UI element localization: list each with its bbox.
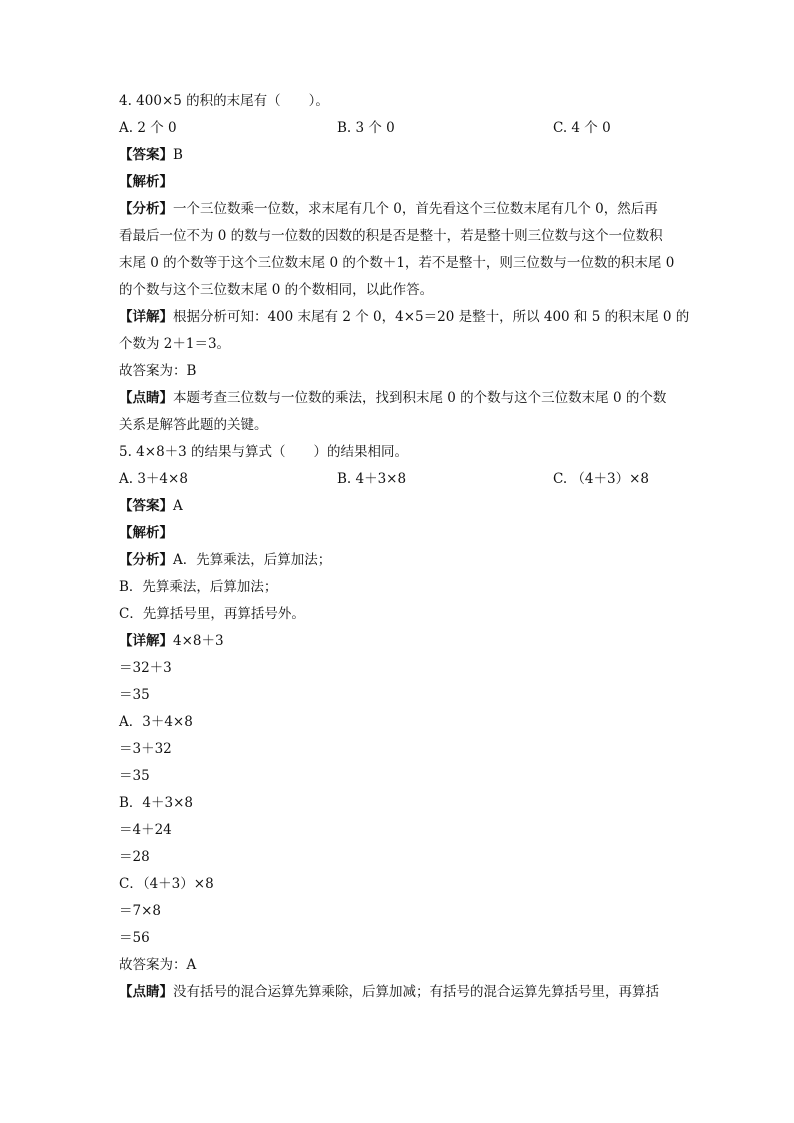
option-c: C. 4 个 0 — [553, 120, 611, 136]
analysis-heading — [119, 520, 684, 547]
fenxi-text: 一个三位数乘一位数，求末尾有几个 0，首先看这个三位数末尾有几个 0，然后再 — [173, 201, 658, 217]
analysis-heading — [119, 169, 684, 196]
option-b: B. 3 个 0 — [337, 120, 395, 136]
fenxi-line: 末尾 0 的个数等于这个三位数末尾 0 的个数＋1，若不是整十，则三位数与一位数的积末尾 0 — [119, 255, 675, 271]
answer-line — [119, 493, 684, 520]
option-c: C. （4＋3）×8 — [553, 471, 650, 487]
calc-step: ＝56 — [119, 930, 150, 946]
fenxi-line: C．先算括号里，再算括号外。 — [119, 606, 305, 622]
question-5-options — [119, 466, 684, 493]
calc-step: B．4＋3×8 — [119, 795, 193, 811]
fenxi-line: B．先算乘法，后算加法； — [119, 579, 278, 595]
xiangjie-line — [119, 304, 690, 331]
dianjing-line — [119, 385, 684, 412]
analysis-tag: 【解析】 — [119, 525, 173, 541]
analysis-tag: 【解析】 — [119, 174, 173, 190]
xiangjie-line: 个数为 2＋1＝3。 — [119, 336, 231, 352]
question-5 — [119, 439, 684, 466]
answer-value: B — [173, 147, 183, 163]
answer-line — [119, 142, 684, 169]
fenxi-tag: 【分析】 — [119, 552, 173, 568]
dianjing-tag: 【点睛】 — [119, 390, 173, 406]
fenxi-line — [119, 196, 684, 223]
fenxi-line: 的个数与这个三位数末尾 0 的个数相同，以此作答。 — [119, 282, 434, 298]
calc-step: C．（4＋3）×8 — [119, 876, 214, 892]
fenxi-text: A．先算乘法，后算加法； — [173, 552, 332, 568]
answer-tag: 【答案】 — [119, 147, 173, 163]
dianjing-text: 没有括号的混合运算先算乘除，后算加减；有括号的混合运算先算括号里，再算括 — [173, 984, 659, 1000]
xiangjie-line — [119, 628, 684, 655]
question-4 — [119, 88, 684, 115]
calc-step: ＝7×8 — [119, 903, 161, 919]
dianjing-line — [119, 979, 684, 1006]
dianjing-tag: 【点睛】 — [119, 984, 173, 1000]
calc-step: A．3＋4×8 — [119, 714, 193, 730]
calc-step: ＝3＋32 — [119, 741, 172, 757]
dianjing-text: 本题考查三位数与一位数的乘法，找到积末尾 0 的个数与这个三位数末尾 0 的个数 — [173, 390, 667, 406]
question-5-end: ）的结果相同。 — [313, 444, 409, 460]
option-b: B. 4＋3×8 — [337, 471, 407, 487]
conclusion: 故答案为：A — [119, 957, 197, 973]
document-page — [119, 88, 690, 1006]
question-5-text: 5. 4×8＋3 的结果与算式（ — [119, 444, 286, 460]
xiangjie-tag: 【详解】 — [119, 633, 173, 649]
fenxi-tag: 【分析】 — [119, 201, 173, 217]
xiangjie-tag: 【详解】 — [119, 309, 173, 325]
option-a: A. 3＋4×8 — [119, 471, 188, 487]
dianjing-line: 关系是解答此题的关键。 — [119, 417, 268, 433]
question-4-end: ）。 — [308, 93, 329, 109]
option-a: A. 2 个 0 — [119, 120, 177, 136]
calc-step: ＝35 — [119, 687, 150, 703]
fenxi-line — [119, 547, 684, 574]
calc-step: ＝35 — [119, 768, 150, 784]
xiangjie-text: 4×8＋3 — [173, 633, 224, 649]
conclusion: 故答案为：B — [119, 363, 197, 379]
answer-tag: 【答案】 — [119, 498, 173, 514]
calc-step: ＝32＋3 — [119, 660, 172, 676]
calc-step: ＝28 — [119, 849, 150, 865]
question-4-options — [119, 115, 684, 142]
answer-value: A — [173, 498, 183, 514]
question-4-text: 4. 400×5 的积的末尾有（ — [119, 93, 281, 109]
xiangjie-text: 根据分析可知：400 末尾有 2 个 0，4×5＝20 是整十，所以 400 和 5 的积末尾 0 的 — [173, 309, 690, 325]
calc-step: ＝4＋24 — [119, 822, 172, 838]
fenxi-line: 看最后一位不为 0 的数与一位数的因数的积是否是整十，若是整十则三位数与这个一位数积 — [119, 228, 663, 244]
